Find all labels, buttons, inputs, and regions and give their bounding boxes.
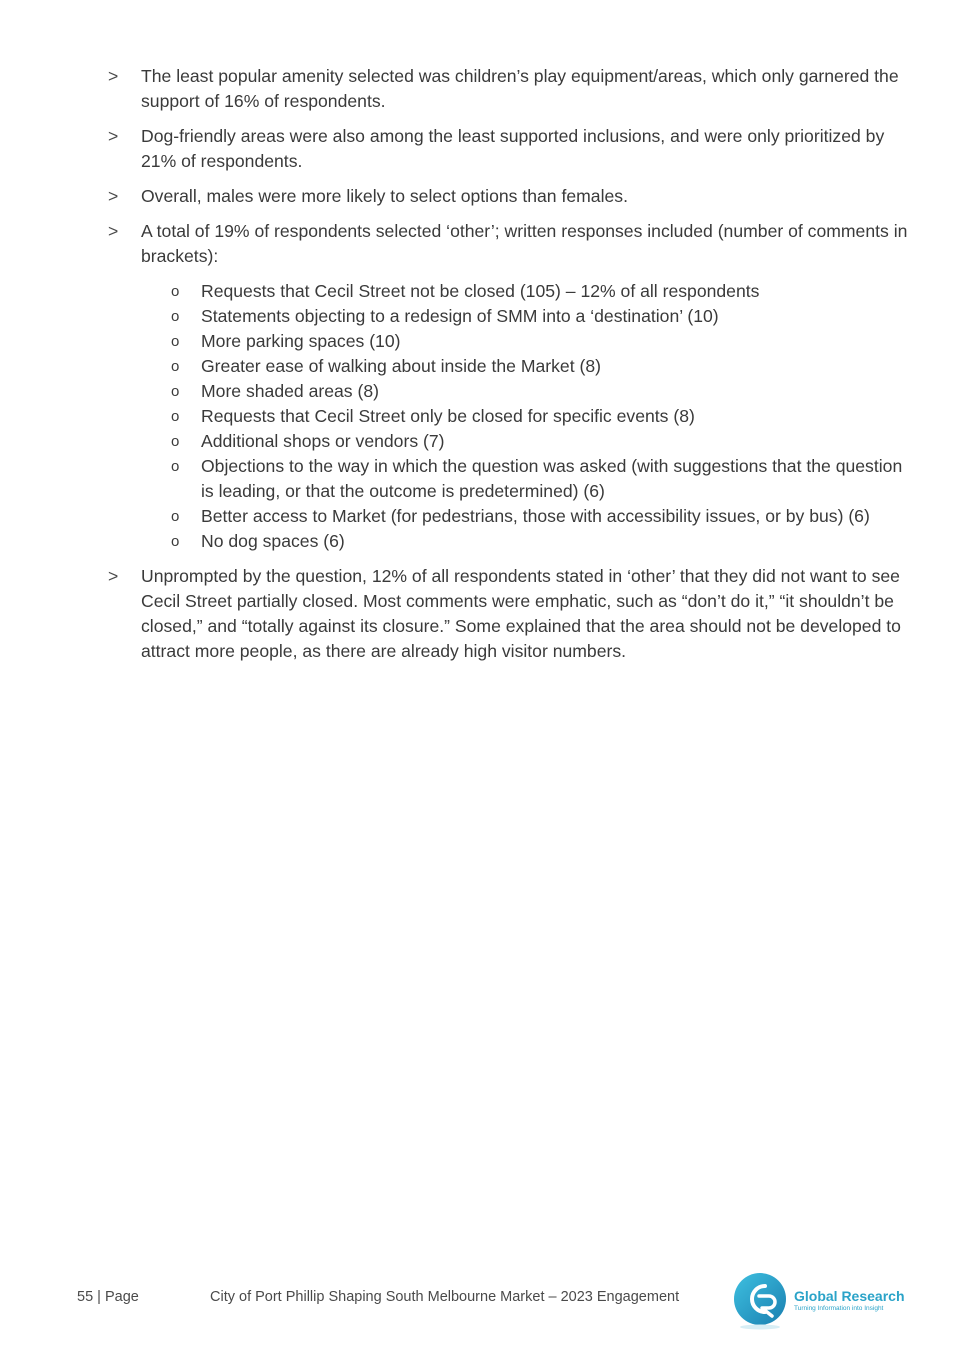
sublist-text: No dog spaces (6) <box>201 531 345 551</box>
page-number: 55 | Page <box>77 1289 139 1305</box>
bullet-marker: > <box>108 566 119 586</box>
document-title: City of Port Phillip Shaping South Melbourne Market – 2023 Engagement <box>210 1289 680 1305</box>
sublist-marker: o <box>171 383 180 400</box>
bullet-marker: > <box>108 221 119 241</box>
sublist-text: Objections to the way in which the question was asked (with suggestions that the question is leading, or that the outcome is predetermined) (6) <box>201 456 903 501</box>
page-footer <box>0 1270 956 1340</box>
bullet-text: The least popular amenity selected was children’s play equipment/areas, which only garnered the support of 16% of respondents. <box>141 66 899 111</box>
bullet-text: Unprompted by the question, 12% of all respondents stated in ‘other’ that they did not want to see Cecil Street partially closed. Most comments were emphatic, such as “don’t do it,” “it shouldn’t be closed,” and “totally against its closure.” Some explained that the area should not be developed to attract more people, as there are already high visitor numbers. <box>141 566 901 661</box>
bullet-text: A total of 19% of respondents selected ‘other’; written responses included (number of comments in brackets): <box>141 221 908 266</box>
sublist-text: Greater ease of walking about inside the Market (8) <box>201 356 601 376</box>
bullet-item <box>108 64 908 114</box>
sublist-item <box>171 329 908 354</box>
sublist-marker: o <box>171 508 180 525</box>
sublist-item <box>171 504 908 529</box>
sublist-text: Additional shops or vendors (7) <box>201 431 445 451</box>
sublist-item <box>171 279 908 304</box>
logo-mark-icon <box>732 1272 790 1330</box>
sublist-item <box>171 429 908 454</box>
sublist-item <box>171 404 908 429</box>
document-body <box>108 64 908 674</box>
logo-tagline-text: Turning Information into Insight <box>794 1305 884 1312</box>
sublist-text: More parking spaces (10) <box>201 331 401 351</box>
sublist-text: More shaded areas (8) <box>201 381 379 401</box>
logo-brand-text: Global Research <box>794 1288 905 1304</box>
bullet-marker: > <box>108 66 119 86</box>
bullet-marker: > <box>108 126 119 146</box>
bullet-item <box>108 564 908 664</box>
sublist-marker: o <box>171 333 180 350</box>
sublist-item <box>171 454 908 504</box>
sublist-marker: o <box>171 358 180 375</box>
sublist-text: Requests that Cecil Street only be closed for specific events (8) <box>201 406 695 426</box>
sublist-marker: o <box>171 433 180 450</box>
sublist-item <box>171 529 908 554</box>
bullet-item <box>108 184 908 209</box>
sublist-text: Better access to Market (for pedestrians, those with accessibility issues, or by bus) (6) <box>201 506 870 526</box>
bullet-marker: > <box>108 186 119 206</box>
sublist-marker: o <box>171 408 180 425</box>
bullet-item <box>108 219 908 269</box>
global-research-logo <box>732 1272 908 1330</box>
sublist-text: Requests that Cecil Street not be closed (105) – 12% of all respondents <box>201 281 760 301</box>
sublist-marker: o <box>171 308 180 325</box>
comments-sublist <box>108 279 908 554</box>
bullet-text: Overall, males were more likely to select options than females. <box>141 186 628 206</box>
sublist-item <box>171 379 908 404</box>
sublist-text: Statements objecting to a redesign of SMM into a ‘destination’ (10) <box>201 306 719 326</box>
sublist-marker: o <box>171 458 180 475</box>
sublist-marker: o <box>171 283 180 300</box>
bullet-text: Dog-friendly areas were also among the least supported inclusions, and were only prioritized by 21% of respondents. <box>141 126 885 171</box>
sublist-item <box>171 354 908 379</box>
bullet-item <box>108 124 908 174</box>
sublist-item <box>171 304 908 329</box>
sublist-marker: o <box>171 533 180 550</box>
